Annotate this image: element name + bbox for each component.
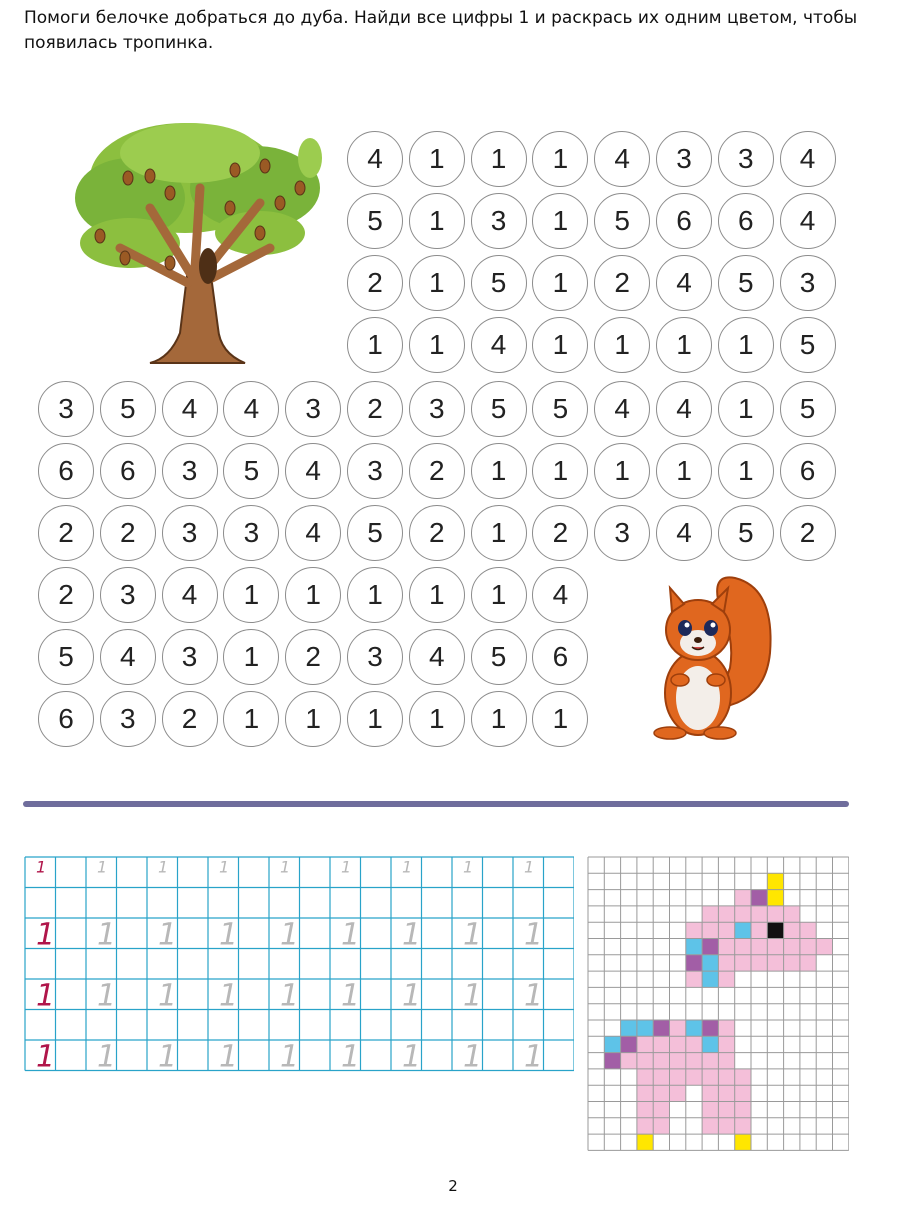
pony-pixel [735, 1069, 751, 1085]
maze-circle[interactable]: 2 [780, 505, 836, 561]
maze-circle[interactable]: 3 [780, 255, 836, 311]
maze-circle[interactable]: 1 [656, 317, 712, 373]
maze-circle[interactable]: 5 [718, 255, 774, 311]
pony-pixel [702, 1102, 718, 1118]
pony-pixel [702, 906, 718, 922]
maze-circle[interactable]: 1 [718, 381, 774, 437]
maze-circle[interactable]: 2 [100, 505, 156, 561]
pony-pixel [686, 1020, 702, 1036]
sample-digit: 1 [36, 917, 56, 953]
maze-circle[interactable]: 4 [532, 567, 588, 623]
maze-circle[interactable]: 3 [100, 691, 156, 747]
maze-circle[interactable]: 5 [347, 505, 403, 561]
maze-circle[interactable]: 4 [409, 629, 465, 685]
pony-pixel [702, 1053, 718, 1069]
maze-circle[interactable]: 1 [409, 193, 465, 249]
digit-copy-grid [24, 856, 574, 1074]
pony-pixel [702, 922, 718, 938]
pony-pixel [686, 971, 702, 987]
maze-circle[interactable]: 3 [162, 443, 218, 499]
trace-digit: 1 [463, 857, 474, 877]
pony-pixel [670, 1053, 686, 1069]
pony-pixel [735, 1102, 751, 1118]
pony-pixel [800, 955, 816, 971]
maze-circle[interactable]: 3 [100, 567, 156, 623]
pony-pixel [735, 906, 751, 922]
pony-pixel [653, 1102, 669, 1118]
trace-digit: 1 [97, 1039, 117, 1074]
pony-pixel [686, 955, 702, 971]
pony-pixel [718, 955, 734, 971]
trace-digit: 1 [280, 917, 300, 953]
maze-circle[interactable]: 1 [409, 691, 465, 747]
maze-circle[interactable]: 1 [532, 131, 588, 187]
maze-circle[interactable]: 5 [780, 381, 836, 437]
maze-circle[interactable]: 1 [409, 131, 465, 187]
page-number: 2 [448, 1177, 458, 1195]
pony-pixel [670, 1085, 686, 1101]
pony-pixel [767, 955, 783, 971]
pony-pixel [686, 939, 702, 955]
pony-pixel [767, 939, 783, 955]
maze-circle[interactable]: 1 [718, 317, 774, 373]
trace-digit: 1 [524, 857, 535, 877]
maze-circle[interactable]: 2 [347, 381, 403, 437]
maze-circle[interactable]: 3 [162, 505, 218, 561]
maze-circle[interactable]: 3 [38, 381, 94, 437]
maze-circle[interactable]: 4 [162, 567, 218, 623]
maze-circle[interactable]: 1 [532, 193, 588, 249]
maze-circle[interactable]: 2 [38, 505, 94, 561]
maze-circle[interactable]: 1 [223, 567, 279, 623]
pony-pixel [637, 1134, 653, 1150]
pony-pixel [702, 1069, 718, 1085]
maze-circle[interactable]: 6 [718, 193, 774, 249]
maze-circle[interactable]: 1 [223, 691, 279, 747]
maze-circle[interactable]: 1 [409, 255, 465, 311]
maze-circle[interactable]: 1 [471, 131, 527, 187]
maze-circle[interactable]: 3 [285, 381, 341, 437]
maze-circle[interactable]: 5 [594, 193, 650, 249]
pony-pixel [718, 1085, 734, 1101]
trace-digit: 1 [280, 857, 291, 877]
maze-circle[interactable]: 5 [223, 443, 279, 499]
trace-digit: 1 [341, 978, 361, 1014]
trace-digit: 1 [158, 917, 178, 953]
pony-pixel [767, 922, 783, 938]
maze-circle[interactable]: 4 [347, 131, 403, 187]
pony-pixel [718, 906, 734, 922]
maze-circle[interactable]: 1 [532, 691, 588, 747]
maze-circle[interactable]: 5 [38, 629, 94, 685]
trace-digit: 1 [524, 1039, 544, 1074]
pony-pixel [735, 1118, 751, 1134]
pony-pixel [637, 1118, 653, 1134]
maze-circle[interactable]: 2 [594, 255, 650, 311]
instruction-text: Помоги белочке добраться до дуба. Найди все цифры 1 и раскрась их одним цветом, чтобы появилась тропинка. [24, 8, 858, 53]
pony-pixel [718, 971, 734, 987]
maze-circle[interactable]: 1 [223, 629, 279, 685]
trace-digit: 1 [402, 917, 422, 953]
pony-pixel [784, 906, 800, 922]
pony-pixel [621, 1036, 637, 1052]
maze-circle[interactable]: 5 [471, 255, 527, 311]
maze-circle[interactable]: 4 [223, 381, 279, 437]
maze-circle[interactable]: 5 [100, 381, 156, 437]
maze-circle[interactable]: 2 [38, 567, 94, 623]
pony-pixel [653, 1053, 669, 1069]
oak-tree-icon [70, 118, 325, 368]
maze-circle[interactable]: 2 [347, 255, 403, 311]
pony-pixel [735, 939, 751, 955]
pony-pixel [686, 922, 702, 938]
pony-pixel [686, 1036, 702, 1052]
trace-digit: 1 [524, 978, 544, 1014]
pony-pixel [604, 1053, 620, 1069]
pony-pixel [686, 1069, 702, 1085]
maze-circle[interactable]: 1 [347, 691, 403, 747]
trace-digit: 1 [341, 917, 361, 953]
pony-pixel [637, 1053, 653, 1069]
maze-circle[interactable]: 6 [532, 629, 588, 685]
maze-circle[interactable]: 1 [532, 255, 588, 311]
trace-digit: 1 [463, 917, 483, 953]
trace-digit: 1 [341, 857, 352, 877]
maze-circle[interactable]: 1 [594, 317, 650, 373]
maze-circle[interactable]: 3 [718, 131, 774, 187]
pony-pixel [702, 971, 718, 987]
maze-circle[interactable]: 2 [409, 443, 465, 499]
maze-circle[interactable]: 2 [409, 505, 465, 561]
maze-circle[interactable]: 6 [100, 443, 156, 499]
maze-circle[interactable]: 5 [471, 381, 527, 437]
maze-circle[interactable]: 4 [162, 381, 218, 437]
maze-circle[interactable]: 4 [100, 629, 156, 685]
maze-circle[interactable]: 3 [471, 193, 527, 249]
trace-digit: 1 [219, 1039, 239, 1074]
maze-circle[interactable]: 6 [780, 443, 836, 499]
pony-pixel [718, 922, 734, 938]
trace-digit: 1 [402, 857, 413, 877]
pony-pixel [637, 1102, 653, 1118]
trace-digit: 1 [97, 857, 108, 877]
maze-circle[interactable]: 2 [532, 505, 588, 561]
pony-pixel [718, 1053, 734, 1069]
pony-pixel [735, 922, 751, 938]
pony-pixel [702, 1036, 718, 1052]
maze-circle[interactable]: 5 [347, 193, 403, 249]
maze-circle[interactable]: 6 [656, 193, 712, 249]
pony-pixel [751, 939, 767, 955]
maze-circle[interactable]: 5 [532, 381, 588, 437]
trace-digit: 1 [463, 978, 483, 1014]
pony-pixel [637, 1069, 653, 1085]
maze-circle[interactable]: 2 [285, 629, 341, 685]
pony-pixel [767, 906, 783, 922]
maze-circle[interactable]: 4 [780, 193, 836, 249]
trace-digit: 1 [158, 857, 169, 877]
pony-pixel [784, 939, 800, 955]
maze-circle[interactable]: 1 [409, 317, 465, 373]
pony-pixel [718, 1020, 734, 1036]
pony-pixel [653, 1118, 669, 1134]
pony-pixel [637, 1020, 653, 1036]
trace-digit: 1 [158, 978, 178, 1014]
pony-pixel [702, 939, 718, 955]
trace-digit: 1 [97, 917, 117, 953]
pony-pixel [751, 890, 767, 906]
maze-circle[interactable]: 4 [656, 505, 712, 561]
pony-pixel [718, 939, 734, 955]
trace-digit: 1 [341, 1039, 361, 1074]
maze-circle[interactable]: 3 [162, 629, 218, 685]
maze-circle[interactable]: 4 [285, 443, 341, 499]
maze-circle[interactable]: 5 [718, 505, 774, 561]
maze-circle[interactable]: 2 [162, 691, 218, 747]
sample-digit: 1 [36, 857, 47, 877]
pony-pixel [800, 939, 816, 955]
maze-circle[interactable]: 1 [471, 691, 527, 747]
maze-circle[interactable]: 3 [409, 381, 465, 437]
maze-circle[interactable]: 3 [656, 131, 712, 187]
pony-pixel [718, 1102, 734, 1118]
maze-circle[interactable]: 5 [780, 317, 836, 373]
maze-circle[interactable]: 3 [347, 629, 403, 685]
squirrel-icon [640, 568, 780, 743]
pony-pixel [670, 1036, 686, 1052]
pony-pixel [702, 1118, 718, 1134]
pony-pixel [718, 1069, 734, 1085]
maze-circle[interactable]: 1 [532, 443, 588, 499]
pony-pixel [637, 1036, 653, 1052]
pony-pixel [686, 1053, 702, 1069]
maze-circle[interactable]: 4 [285, 505, 341, 561]
pony-pixel [621, 1020, 637, 1036]
pony-pixel [784, 955, 800, 971]
pony-pixel [718, 1036, 734, 1052]
trace-digit: 1 [97, 978, 117, 1014]
pony-pixel [767, 890, 783, 906]
pony-pixel [751, 955, 767, 971]
trace-digit: 1 [280, 978, 300, 1014]
maze-circle[interactable]: 1 [347, 317, 403, 373]
maze-circle[interactable]: 1 [471, 505, 527, 561]
sample-digit: 1 [36, 1039, 56, 1074]
maze-circle[interactable]: 6 [38, 691, 94, 747]
trace-digit: 1 [402, 1039, 422, 1074]
pony-pixel [621, 1053, 637, 1069]
maze-circle[interactable]: 1 [285, 691, 341, 747]
pony-pixel [653, 1036, 669, 1052]
pony-pixel [735, 890, 751, 906]
trace-digit: 1 [219, 857, 230, 877]
pony-pixel [816, 939, 832, 955]
trace-digit: 1 [524, 917, 544, 953]
pony-pixel [653, 1020, 669, 1036]
maze-circle[interactable]: 3 [347, 443, 403, 499]
maze-circle[interactable]: 4 [780, 131, 836, 187]
trace-digit: 1 [402, 978, 422, 1014]
pony-pixel [800, 922, 816, 938]
maze-circle[interactable]: 1 [285, 567, 341, 623]
maze-circle[interactable]: 4 [656, 381, 712, 437]
pony-pixel [767, 873, 783, 889]
maze-circle[interactable]: 1 [594, 443, 650, 499]
pony-pixel [702, 955, 718, 971]
pony-pixel [604, 1036, 620, 1052]
pony-pixel [735, 955, 751, 971]
maze-circle[interactable]: 4 [594, 131, 650, 187]
pony-pixel [702, 1020, 718, 1036]
pony-pixel [653, 1069, 669, 1085]
pony-pixel [670, 1020, 686, 1036]
pony-pixel [653, 1085, 669, 1101]
maze-circle[interactable]: 1 [471, 443, 527, 499]
trace-digit: 1 [158, 1039, 178, 1074]
maze-circle[interactable]: 4 [594, 381, 650, 437]
pony-pixel [735, 1085, 751, 1101]
trace-digit: 1 [280, 1039, 300, 1074]
maze-circle[interactable]: 1 [718, 443, 774, 499]
maze-circle[interactable]: 1 [347, 567, 403, 623]
pony-pixel [718, 1118, 734, 1134]
maze-circle[interactable]: 1 [409, 567, 465, 623]
sample-digit: 1 [36, 978, 56, 1014]
pony-pixel [735, 1134, 751, 1150]
section-divider [23, 801, 849, 807]
pony-pixel [702, 1085, 718, 1101]
maze-circle[interactable]: 4 [656, 255, 712, 311]
trace-digit: 1 [219, 917, 239, 953]
pony-pixel [784, 922, 800, 938]
pixel-pony-grid [587, 856, 849, 1154]
trace-digit: 1 [219, 978, 239, 1014]
maze-circle[interactable]: 1 [656, 443, 712, 499]
maze-circle[interactable]: 6 [38, 443, 94, 499]
trace-digit: 1 [463, 1039, 483, 1074]
pony-pixel [751, 906, 767, 922]
maze-circle[interactable]: 1 [532, 317, 588, 373]
pony-pixel [637, 1085, 653, 1101]
maze-circle[interactable]: 3 [594, 505, 650, 561]
pony-pixel [751, 922, 767, 938]
maze-circle[interactable]: 1 [471, 567, 527, 623]
maze-circle[interactable]: 4 [471, 317, 527, 373]
maze-circle[interactable]: 3 [223, 505, 279, 561]
pony-pixel [670, 1069, 686, 1085]
maze-circle[interactable]: 5 [471, 629, 527, 685]
